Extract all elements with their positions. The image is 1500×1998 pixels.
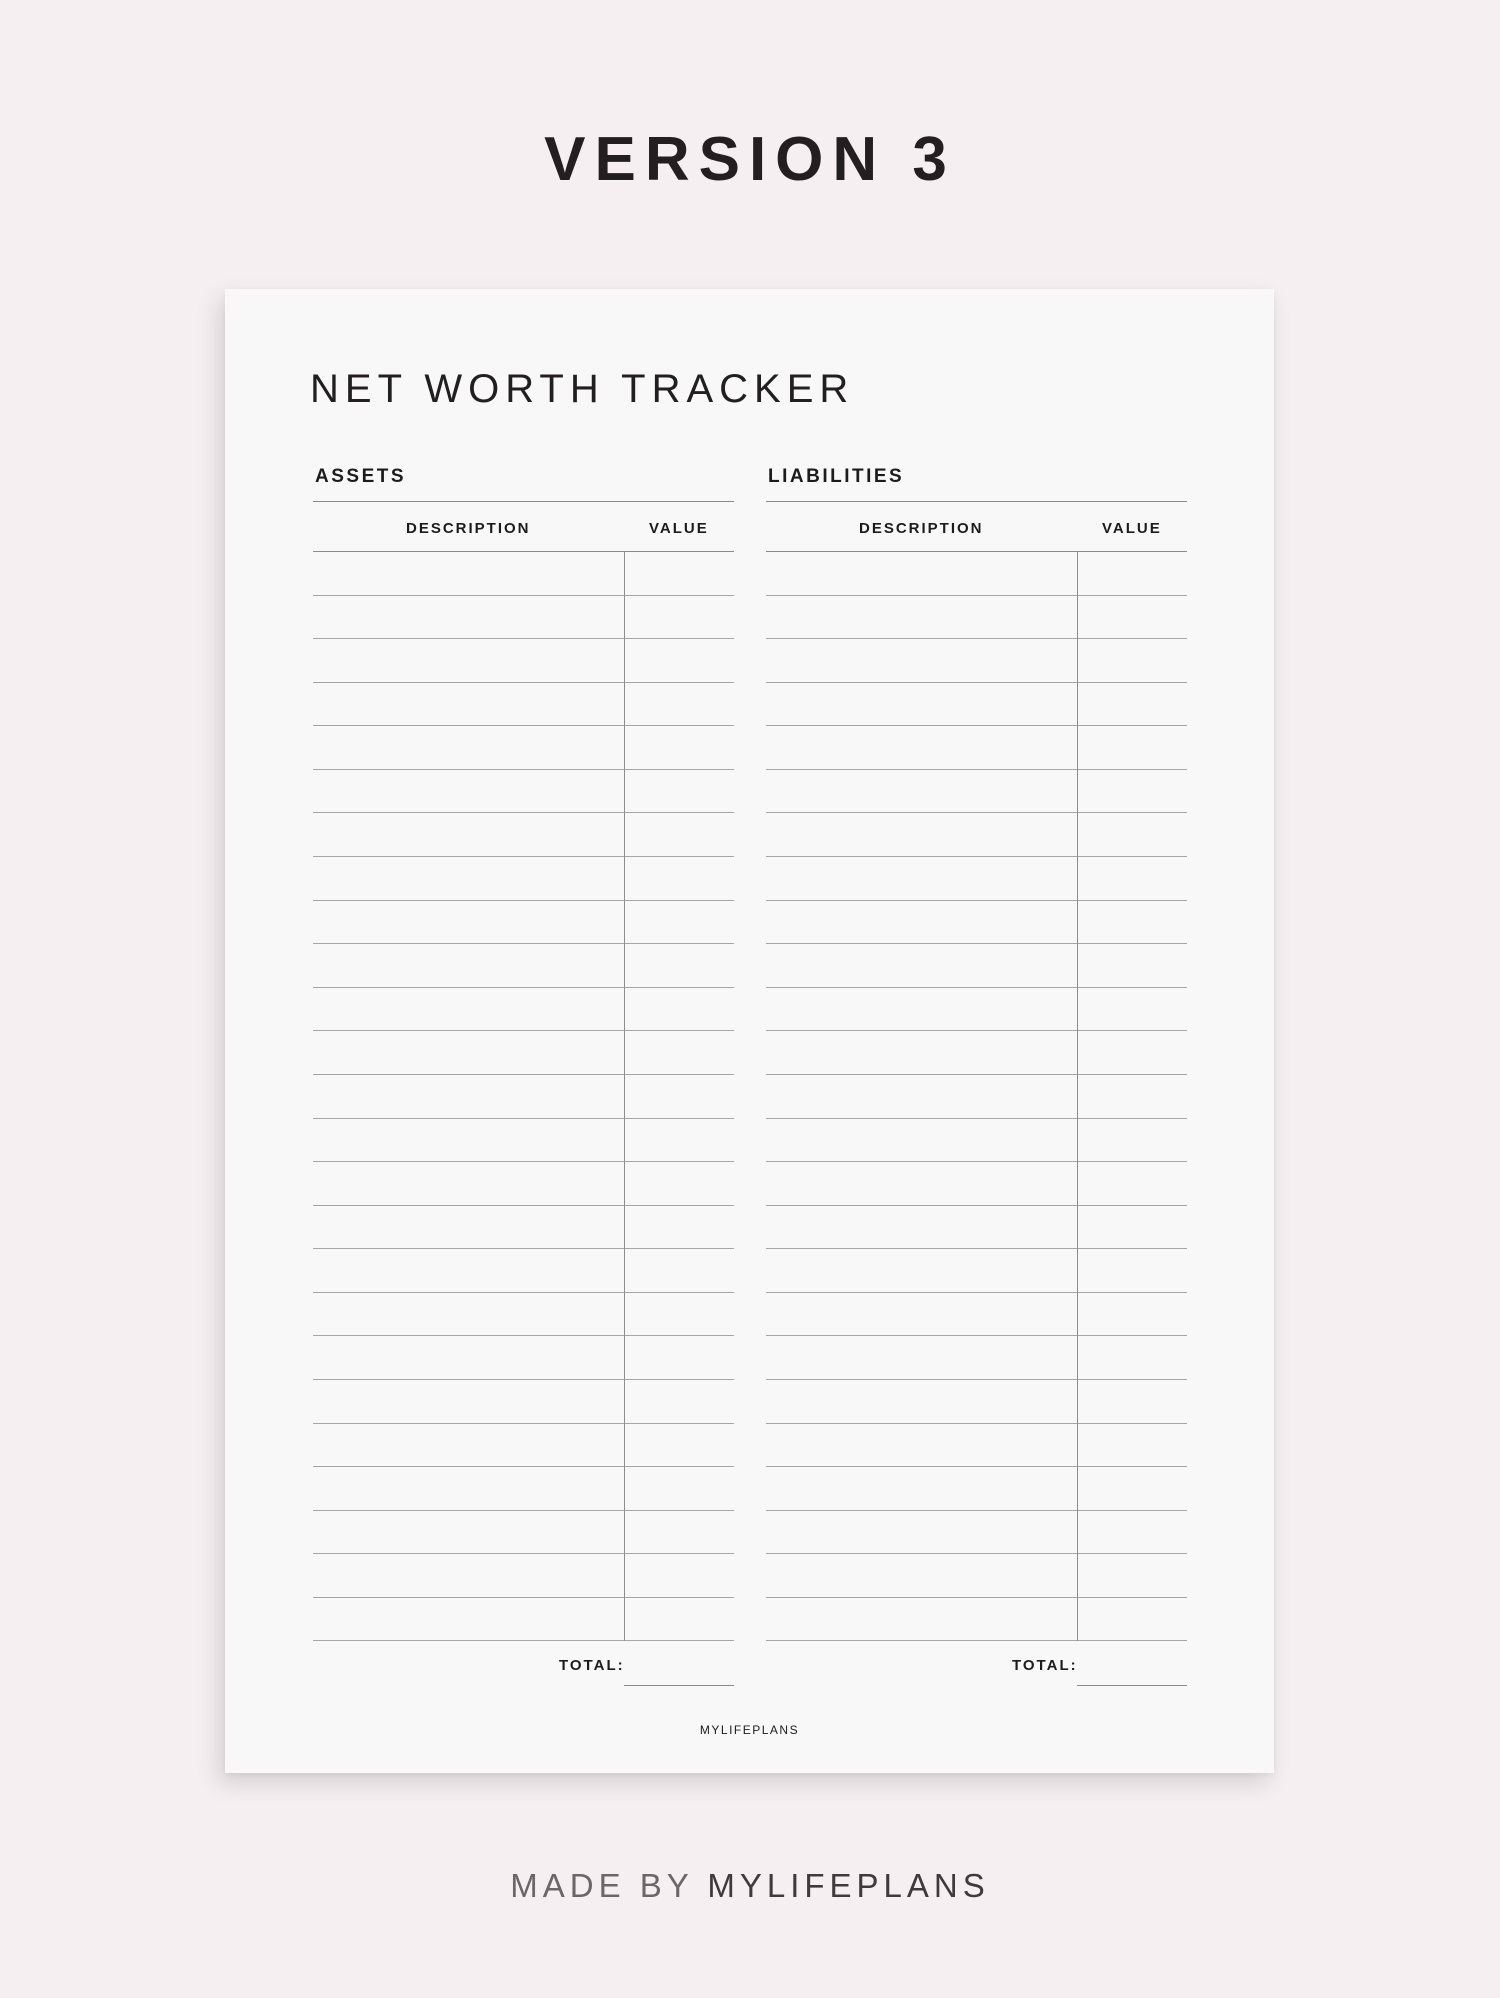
table-row[interactable] <box>766 1554 1187 1598</box>
table-row[interactable] <box>313 813 734 857</box>
liabilities-column-divider <box>1077 552 1078 1641</box>
table-row[interactable] <box>766 1380 1187 1424</box>
table-row[interactable] <box>313 1554 734 1598</box>
table-row[interactable] <box>313 683 734 727</box>
version-heading: VERSION 3 <box>544 125 956 194</box>
liabilities-value-header: VALUE <box>1102 520 1162 537</box>
table-row[interactable] <box>313 1162 734 1206</box>
table-row[interactable] <box>766 1031 1187 1075</box>
table-row[interactable] <box>766 596 1187 640</box>
assets-top-rule <box>313 501 734 502</box>
table-row[interactable] <box>313 1424 734 1468</box>
table-row[interactable] <box>766 1249 1187 1293</box>
assets-column-divider <box>624 552 625 1641</box>
table-row[interactable] <box>313 770 734 814</box>
table-row[interactable] <box>313 596 734 640</box>
table-row[interactable] <box>766 988 1187 1032</box>
table-row[interactable] <box>313 1119 734 1163</box>
table-row[interactable] <box>313 726 734 770</box>
table-row[interactable] <box>766 901 1187 945</box>
table-row[interactable] <box>766 813 1187 857</box>
printable-sheet <box>225 289 1274 1773</box>
table-row[interactable] <box>766 1511 1187 1555</box>
table-row[interactable] <box>766 857 1187 901</box>
assets-total-field[interactable] <box>624 1685 734 1686</box>
table-row[interactable] <box>313 1206 734 1250</box>
table-row[interactable] <box>766 639 1187 683</box>
table-row[interactable] <box>766 1336 1187 1380</box>
liabilities-description-header: DESCRIPTION <box>859 520 984 537</box>
liabilities-total-label: TOTAL: <box>1012 1657 1078 1674</box>
table-row[interactable] <box>766 1162 1187 1206</box>
table-row[interactable] <box>313 1075 734 1119</box>
sheet-title: NET WORTH TRACKER <box>310 367 855 411</box>
table-row[interactable] <box>313 552 734 596</box>
table-row[interactable] <box>766 552 1187 596</box>
assets-description-header: DESCRIPTION <box>406 520 531 537</box>
table-row[interactable] <box>766 1424 1187 1468</box>
table-row[interactable] <box>766 1075 1187 1119</box>
table-row[interactable] <box>313 1598 734 1642</box>
liabilities-total-field[interactable] <box>1077 1685 1187 1686</box>
table-row[interactable] <box>766 1598 1187 1642</box>
assets-total-label: TOTAL: <box>559 1657 625 1674</box>
table-row[interactable] <box>313 639 734 683</box>
liabilities-table <box>766 552 1187 1641</box>
table-row[interactable] <box>313 1293 734 1337</box>
table-row[interactable] <box>766 683 1187 727</box>
table-row[interactable] <box>766 1119 1187 1163</box>
liabilities-label: LIABILITIES <box>768 466 905 487</box>
table-row[interactable] <box>766 726 1187 770</box>
table-row[interactable] <box>313 1380 734 1424</box>
table-row[interactable] <box>313 988 734 1032</box>
made-by-brand: MYLIFEPLANS <box>707 1867 990 1904</box>
assets-table <box>313 552 734 1641</box>
table-row[interactable] <box>766 1293 1187 1337</box>
sheet-footer-brand: MYLIFEPLANS <box>699 1723 800 1737</box>
made-by-prefix: MADE BY <box>510 1867 694 1904</box>
assets-label: ASSETS <box>315 466 407 487</box>
table-row[interactable] <box>313 1336 734 1380</box>
table-row[interactable] <box>766 944 1187 988</box>
assets-value-header: VALUE <box>649 520 709 537</box>
table-row[interactable] <box>766 770 1187 814</box>
table-row[interactable] <box>313 857 734 901</box>
table-row[interactable] <box>313 1511 734 1555</box>
table-row[interactable] <box>313 1249 734 1293</box>
table-row[interactable] <box>766 1206 1187 1250</box>
table-row[interactable] <box>313 944 734 988</box>
table-row[interactable] <box>313 1467 734 1511</box>
made-by-caption <box>0 1866 1500 1906</box>
table-row[interactable] <box>766 1467 1187 1511</box>
table-row[interactable] <box>313 1031 734 1075</box>
liabilities-top-rule <box>766 501 1187 502</box>
table-row[interactable] <box>313 901 734 945</box>
